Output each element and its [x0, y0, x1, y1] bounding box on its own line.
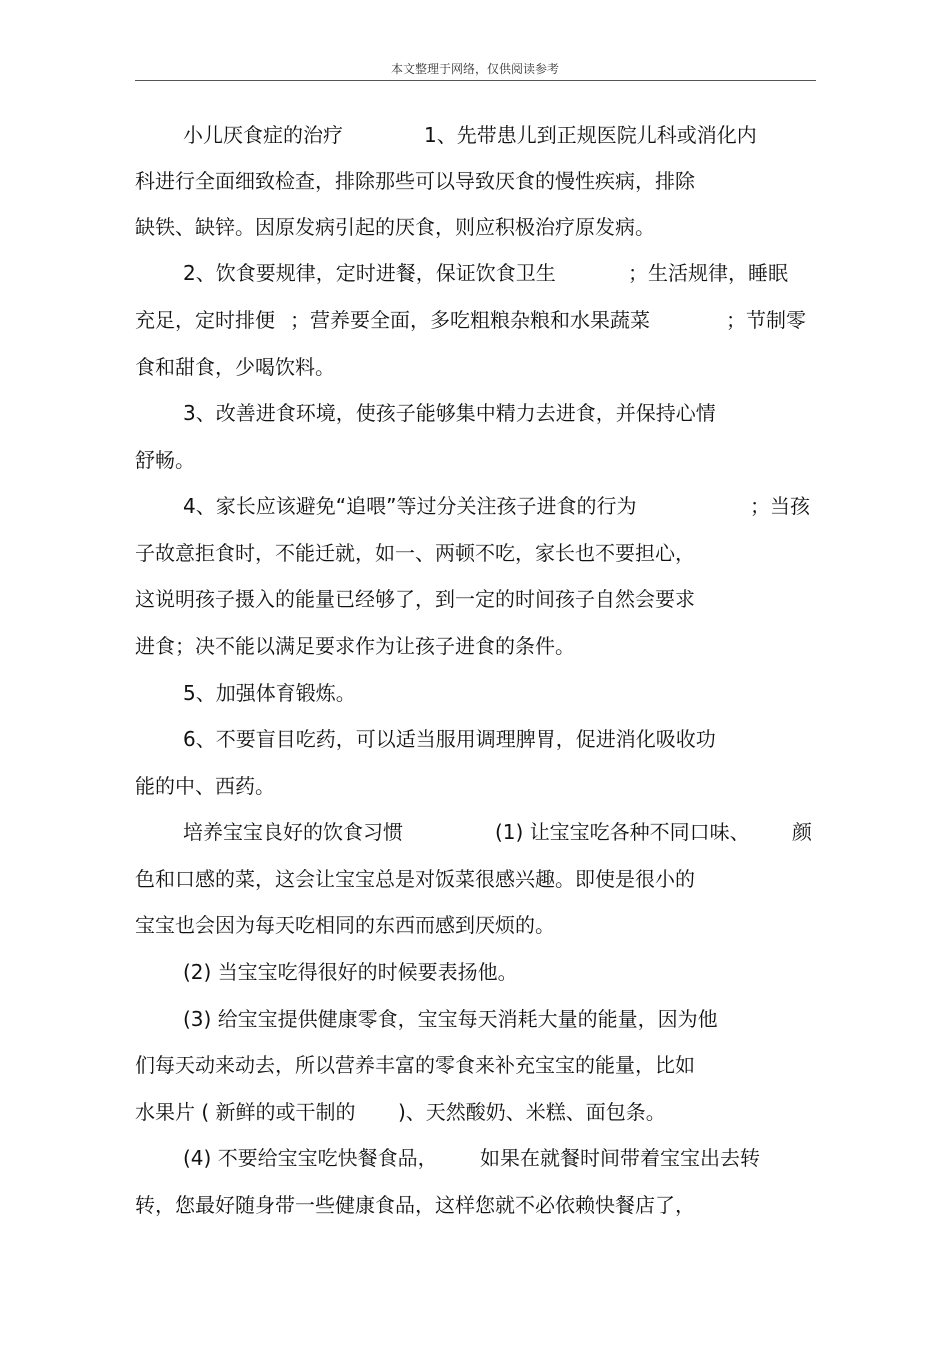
text-line: 2、饮食要规律，定时进餐，保证饮食卫生	[183, 261, 556, 285]
text-line: 舒畅。	[135, 448, 195, 472]
text-line: ；当孩	[750, 494, 810, 518]
text-line: 水果片 ( 新鲜的或干制的	[135, 1100, 356, 1124]
text-line: 宝宝也会因为每天吃相同的东西而感到厌烦的。	[135, 913, 555, 937]
text-line: )、天然酸奶、米糕、面包条。	[398, 1100, 666, 1124]
text-line: 科进行全面细致检查，排除那些可以导致厌食的慢性疾病，排除	[135, 169, 695, 193]
text-line: 缺铁、缺锌。因原发病引起的厌食，则应积极治疗原发病。	[135, 215, 655, 239]
text-line: 3、改善进食环境，使孩子能够集中精力去进食，并保持心情	[183, 401, 716, 425]
text-line: 们每天动来动去，所以营养丰富的零食来补充宝宝的能量，比如	[135, 1053, 695, 1077]
text-line: ；营养要全面，多吃粗粮杂粮和水果蔬菜	[290, 308, 650, 332]
text-line: (4) 不要给宝宝吃快餐食品，	[183, 1146, 438, 1170]
section-title-treatment: 小儿厌食症的治疗	[183, 123, 343, 147]
text-line: 6、不要盲目吃药，可以适当服用调理脾胃，促进消化吸收功	[183, 727, 716, 751]
text-line: ；生活规律，睡眠	[628, 261, 788, 285]
text-line: 转，您最好随身带一些健康食品，这样您就不必依赖快餐店了，	[135, 1193, 695, 1217]
text-line: 食和甜食，少喝饮料。	[135, 355, 335, 379]
text-line: 进食；决不能以满足要求作为让孩子进食的条件。	[135, 634, 575, 658]
text-line: 如果在就餐时间带着宝宝出去转	[480, 1146, 760, 1170]
text-line: 1、先带患儿到正规医院儿科或消化内	[424, 123, 757, 147]
text-line: (1) 让宝宝吃各种不同口味、	[495, 820, 750, 844]
text-line: 颜	[792, 820, 812, 844]
text-line: (2) 当宝宝吃得很好的时候要表扬他。	[183, 960, 518, 984]
text-line: 色和口感的菜，这会让宝宝总是对饭菜很感兴趣。即使是很小的	[135, 867, 695, 891]
text-line: 能的中、西药。	[135, 774, 275, 798]
text-line: 充足，定时排便	[135, 308, 275, 332]
section-title-habits: 培养宝宝良好的饮食习惯	[183, 820, 403, 844]
text-line: 5、加强体育锻炼。	[183, 681, 356, 705]
header-divider	[135, 80, 816, 81]
text-line: (3) 给宝宝提供健康零食，宝宝每天消耗大量的能量，因为他	[183, 1007, 718, 1031]
text-line: 这说明孩子摄入的能量已经够了，到一定的时间孩子自然会要求	[135, 587, 695, 611]
text-line: ；节制零	[726, 308, 806, 332]
text-line: 子故意拒食时，不能迁就，如一、两顿不吃，家长也不要担心，	[135, 541, 695, 565]
header-text: 本文整理于网络，仅供阅读参考	[390, 62, 559, 76]
text-line: 4、家长应该避免“追喂”等过分关注孩子进食的行为	[183, 494, 637, 518]
